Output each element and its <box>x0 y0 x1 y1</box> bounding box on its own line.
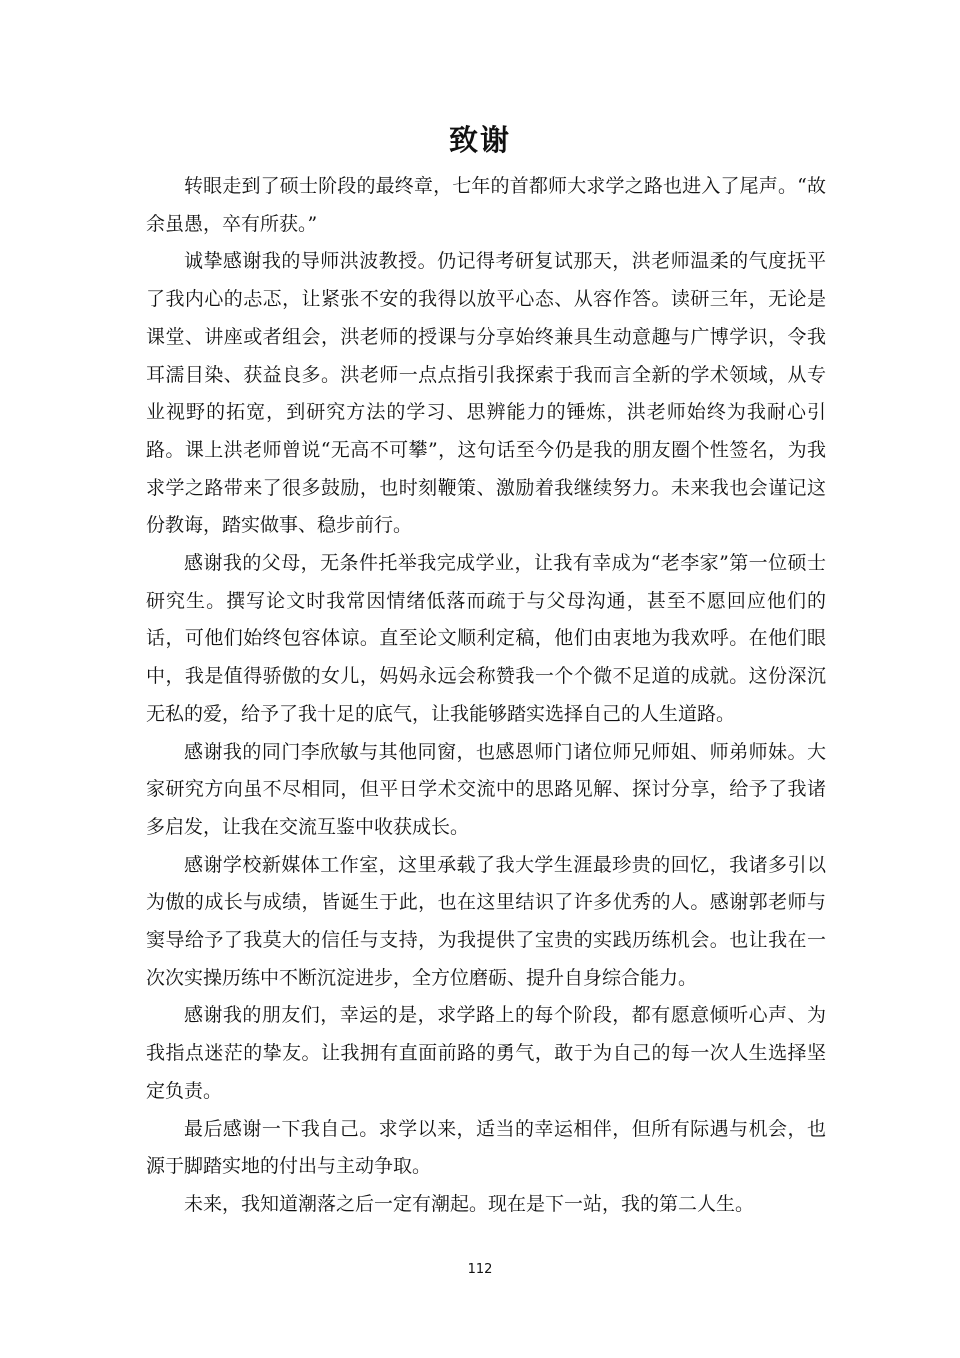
paragraph-self: 最后感谢一下我自己。求学以来，适当的幸运相伴，但所有际遇与机会，也源于脚踏实地的付出与主动争取。 <box>146 1117 826 1178</box>
paragraph-classmates: 感谢我的同门李欣敏与其他同窗，也感恩师门诸位师兄师姐、师弟师妹。大家研究方向虽不尽相同，但平日学术交流中的思路见解、探讨分享，给予了我诸多启发，让我在交流互鉴中收获成长。 <box>146 740 826 838</box>
acknowledgement-body <box>146 168 826 1224</box>
paragraph-advisor: 诚挚感谢我的导师洪波教授。仍记得考研复试那天，洪老师温柔的气度抚平了我内心的忐忑，让紧张不安的我得以放平心态、从容作答。读研三年，无论是课堂、讲座或者组会，洪老师的授课与分享始终兼具生动意趣与广博学识，令我耳濡目染、获益良多。洪老师一点点指引我探索于我而言全新的学术领域，从专业视野的拓宽，到研究方法的学习、思辨能力的锤炼，洪老师始终为我耐心引路。课上洪老师曾说“无高不可攀”，这句话至今仍是我的朋友圈个性签名，为我求学之路带来了很多鼓励，也时刻鞭策、激励着我继续努力。未来我也会谨记这份教诲，踏实做事、稳步前行。 <box>146 250 826 537</box>
paragraph-media-studio: 感谢学校新媒体工作室，这里承载了我大学生涯最珍贵的回忆，我诸多引以为傲的成长与成绩，皆诞生于此，也在这里结识了许多优秀的人。感谢郭老师与窦导给予了我莫大的信任与支持，为我提供了宝贵的实践历练机会。也让我在一次次实操历练中不断沉淀进步，全方位磨砺、提升自身综合能力。 <box>146 853 826 989</box>
paragraph-parents: 感谢我的父母，无条件托举我完成学业，让我有幸成为“老李家”第一位硕士研究生。撰写论文时我常因情绪低落而疏于与父母沟通，甚至不愿回应他们的话，可他们始终包容体谅。直至论文顺利定稿，他们由衷地为我欢呼。在他们眼中，我是值得骄傲的女儿，妈妈永远会称赞我一个个微不足道的成就。这份深沉无私的爱，给予了我十足的底气，让我能够踏实选择自己的人生道路。 <box>146 552 826 725</box>
page-title: 致谢 <box>448 123 511 157</box>
paragraph-intro: 转眼走到了硕士阶段的最终章，七年的首都师大求学之路也进入了尾声。“故余虽愚，卒有所获。” <box>146 175 826 235</box>
paragraph-future: 未来，我知道潮落之后一定有潮起。现在是下一站，我的第二人生。 <box>184 1192 755 1215</box>
paragraph-friends: 感谢我的朋友们，幸运的是，求学路上的每个阶段，都有愿意倾听心声、为我指点迷茫的挚友。让我拥有直面前路的勇气，敢于为自己的每一次人生选择坚定负责。 <box>146 1004 826 1102</box>
page-number: 112 <box>467 1262 493 1277</box>
